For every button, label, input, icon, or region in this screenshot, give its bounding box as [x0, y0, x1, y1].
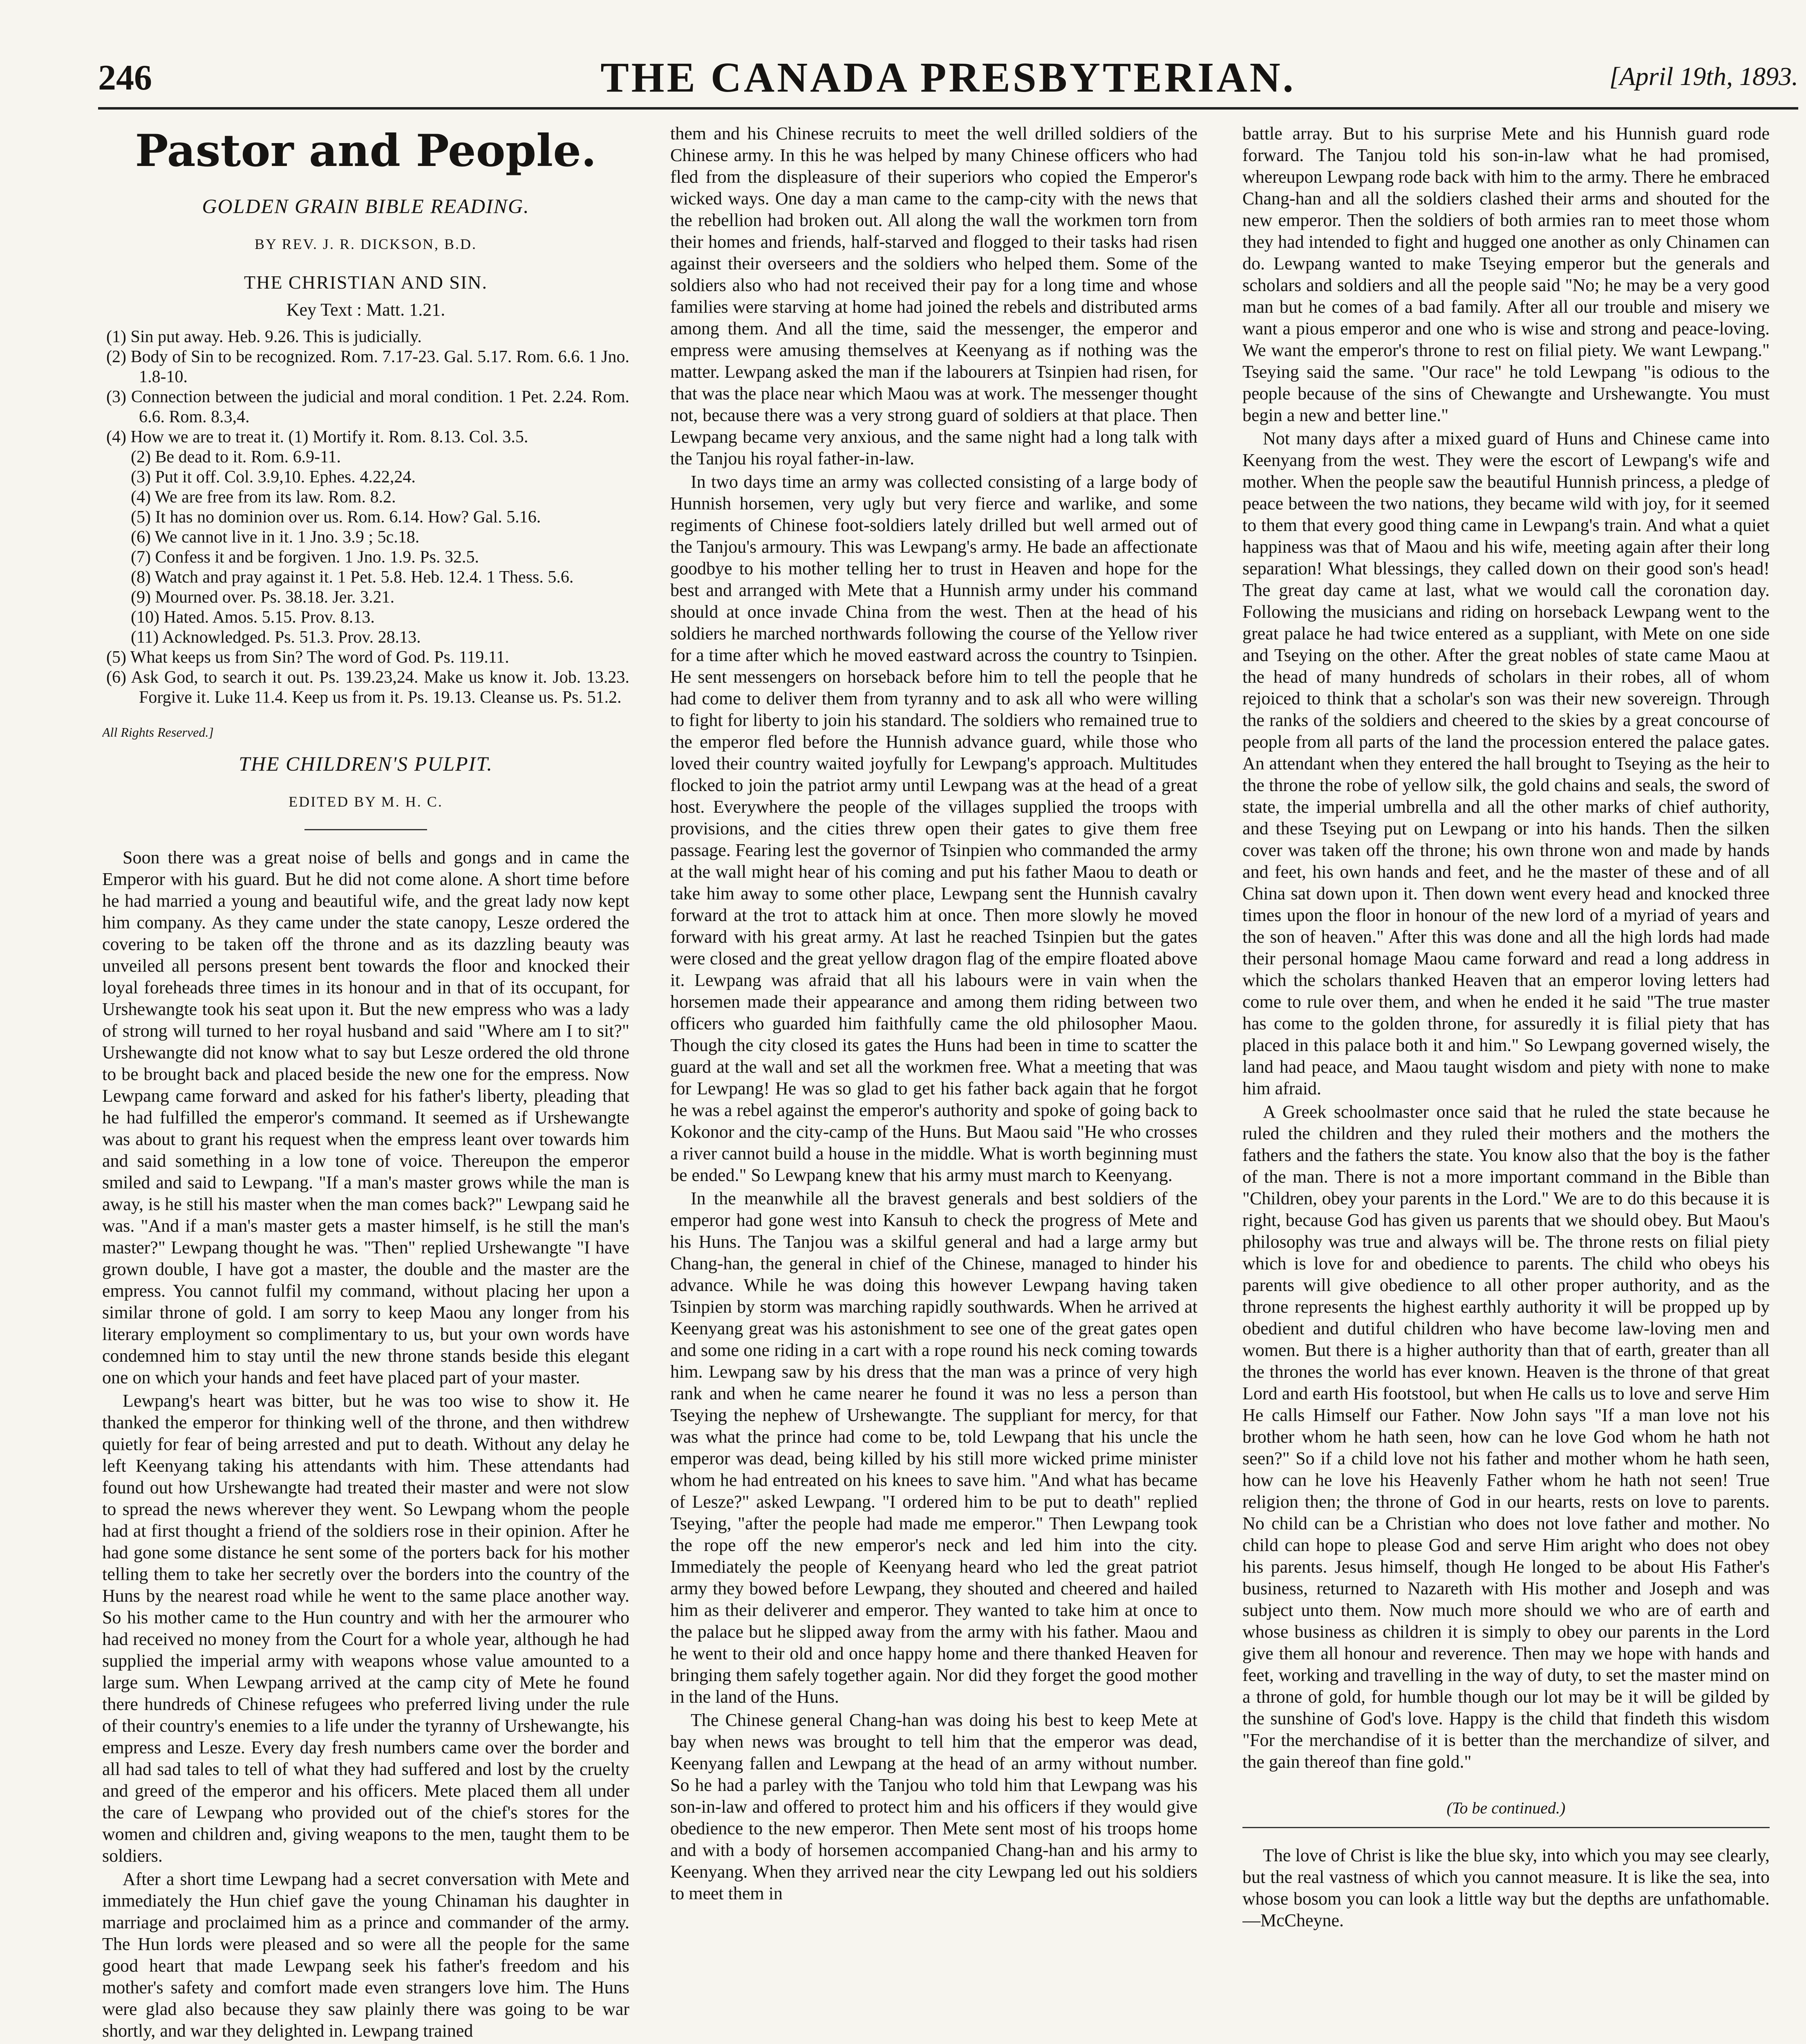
paragraph: Not many days after a mixed guard of Huns and Chinese came into Keenyang from the west. They were the escort of Lewpang's wife and mother. When the people saw the beautiful Hunnish princess, a pledge of peace between the two nations, they became wild with joy, for it seemed to them that every good thing came in Lewpang's train. And what a quiet happiness was that of Maou and his wife, meeting again after their long separation! What blessings, they called down on their good son's head! The great day came at last, what we would call the coronation day. Following the musicians and riding on horseback Lewpang went to the great palace he had twice entered as a suppliant, with Mete on one side and Tseying on the other. After the great nobles of state came Maou at the head of many hundreds of scholars in their robes, all of whom rejoiced to think that a scholar's son was their new sovereign. Through the ranks of the soldiers and cheered to the skies by a great concourse of people from all parts of the land the procession entered the palace gates. An attendant when they entered the hall brought to Tseying as the heir to the throne the robe of yellow silk, the gold chains and seals, the sword of state, the imperial umbrella and all the other marks of chief authority, and these Tseying put on Lewpang or into his hands. Then the silken cover was taken off the throne; his own throne won and made by hands and feet, his own hands and feet, and he the master of these and of all China sat down upon it. Then down went every head and knocked three times upon the floor in honour of the new lord of a myriad of years and the son of heaven." After this was done and all the high lords had made their personal homage Maou came forward and read a long address in which the scholars thanked Heaven that an emperor loving letters had come to rule over them, and when he ended it he said "The true master has come to the golden throne, for assuredly it is filial piety that has placed in this palace both it and him." So Lewpang governed wisely, the land had peace, and Maou taught wisdom and piety with none to make him afraid.	[1242, 428, 1770, 1098]
outline-item: (5) It has no dominion over us. Rom. 6.14. How? Gal. 5.16.	[131, 508, 541, 527]
column-2	[670, 123, 1197, 2044]
outline-item: (1) Sin put away. Heb. 9.26. This is judicially.	[106, 327, 422, 346]
paragraph: After a short time Lewpang had a secret conversation with Mete and immediately the Hun chief gave the young Chinaman his daughter in marriage and proclaimed him as a prince and commander of the army. The Hun lords were pleased and so were all the people for the same good heart that made Lewpang seek his father's freedom and his mother's safety and comfort made even strangers love him. The Huns were glad also because they saw plainly there was going to be war shortly, and war they delighted in. Lewpang trained	[102, 1869, 629, 2041]
outline-item: (4) We are free from its law. Rom. 8.2.	[131, 488, 396, 507]
pulpit-title: THE CHILDREN'S PULPIT.	[239, 752, 493, 775]
issue-date: [April 19th, 1893.	[1609, 62, 1798, 91]
topic-heading: THE CHRISTIAN AND SIN.	[244, 272, 488, 293]
outline-item: (11) Acknowledged. Ps. 51.3. Prov. 28.13.	[131, 628, 421, 647]
paragraph: Soon there was a great noise of bells and gongs and in came the Emperor with his guard. But he did not come alone. A short time before he had married a young and beautiful wife, and the great lady now kept him company. As they came under the state canopy, Lesze ordered the covering to be taken off the throne and as its dazzling beauty was unveiled all persons present bent towards the floor and knocked their loyal foreheads three times in its honour and in that of its occupant, for Urshewangte took his seat upon it. But the new empress who was a lady of strong will turned to her royal husband and said "Where am I to sit?" Urshewangte did not know what to say but Lesze ordered the old throne to be brought back and placed beside the new one for the empress. Now Lewpang came forward and asked for his father's liberty, pleading that he had fulfilled the emperor's command. It seemed as if Urshewangte was about to grant his request when the empress leant over towards him and said something in a low tone of voice. Thereupon the emperor smiled and said to Lewpang. "If a man's master grows while the man is away, is he still his master when the man comes back?" Lewpang said he was. "And if a man's master gets a master himself, is he still the man's master?" Lewpang thought he was. "Then" replied Urshewangte "I have grown double, I have got a master, the double and the master are the empress. You cannot fulfil my command, without placing her upon a similar throne of gold. I am sorry to keep Maou any longer from his literary employment so complimentary to us, but your own words have condemned him to stay until the new throne stands beside this elegant one on which your hands and feet have placed part of your master.	[102, 847, 629, 1387]
outline-item: (2) Body of Sin to be recognized. Rom. 7.17-23. Gal. 5.17. Rom. 6.6. 1 Jno. 1.8-10.	[106, 347, 629, 386]
paragraph: A Greek schoolmaster once said that he ruled the state because he ruled the children and they ruled their mothers and the mothers the fathers and the fathers the state. You know also that the boy is the father of the man. There is not a more important command in the Bible than "Children, obey your parents in the Lord." We are to do this because it is right, because God has given us parents that we should obey. But Maou's philosophy was true and always will be. The throne rests on filial piety which is love for and obedience to parents. The child who obeys his parents will give obedience to all other proper authority, and as the throne represents the highest earthly authority it will be propped up by obedient and dutiful children who have become law-loving men and women. But there is a higher authority than that of earth, greater than all the thrones the world has ever known. Heaven is the throne of that great Lord and earth His footstool, but when He calls us to love and serve Him He calls Himself our Father. Now John says "If a man love not his brother whom he hath seen, how can he love God whom he hath not seen?" So if a child love not his father and mother whom he hath seen, how can he love his Heavenly Father whom he hath not seen! True religion then; the throne of God in our hearts, rests on love to parents. No child can be a Christian who does not love father and mother. No child can hope to please God and serve Him aright who does not obey his parents. Jesus himself, though He longed to be about His Father's business, returned to Nazareth with His mother and Joseph and was subject unto them. Now much more should we who are of earth and whose business as children it is simply to obey our parents in the Lord give them all honour and reverence. Then may we hope with hands and feet, working and travelling in the way of duty, to set the master mind on a throne of gold, for humble though our lot may be it will be gilded by the sunshine of God's love. Happy is the child that findeth this wisdom "For the merchandise of it is better than the merchandize of silver, and the gain thereof than fine gold."	[1242, 1102, 1770, 1772]
outline-item: (9) Mourned over. Ps. 38.18. Jer. 3.21.	[131, 588, 395, 607]
bible-reading-title: GOLDEN GRAIN BIBLE READING.	[202, 195, 530, 217]
outline-item: (3) Put it off. Col. 3.9,10. Ephes. 4.22,24.	[131, 468, 416, 486]
outline-item: (3) Connection between the judicial and moral condition. 1 Pet. 2.24. Rom. 6.6. Rom. 8.3,4.	[106, 388, 629, 426]
bible-reading-byline: BY REV. J. R. DICKSON, B.D.	[254, 236, 477, 252]
closing-quote: The love of Christ is like the blue sky, into which you may see clearly, but the real vastness of which you cannot measure. It is like the sea, into whose bosom you can look a little way but the depths are unfathomable.—McCheyne.	[1242, 1845, 1770, 1930]
paragraph: The Chinese general Chang-han was doing his best to keep Mete at bay when news was brought to tell him that the emperor was dead, Keenyang fallen and Lewpang at the head of an army without number. So he had a parley with the Tanjou who told him that Lewpang was his son-in-law and offered to protect him and his officers if they would give obedience to the new emperor. Then Mete sent most of his troops home and with a body of horsemen accompanied Chang-han and his army to Keenyang. When they arrived near the city Lewpang led out his soldiers to meet them in	[670, 1710, 1197, 1903]
outline-item: (8) Watch and pray against it. 1 Pet. 5.8. Heb. 12.4. 1 Thess. 5.6.	[131, 568, 574, 587]
paragraph: Lewpang's heart was bitter, but he was too wise to show it. He thanked the emperor for thinking well of the throne, and then withdrew quietly for fear of being arrested and put to death. Without any delay he left Keenyang taking his attendants with him. These attendants had found out how Urshewangte had treated their master and were not slow to spread the news wherever they went. So Lewpang whom the people had at first thought a friend of the soldiers rose in their opinion. After he had gone some distance he sent some of the porters back for his mother telling them to take her secretly over the borders into the country of the Huns by the nearest road while he went to the same place another way. So his mother came to the Hun country and with her the armourer who had received no money from the Court for a whole year, although he had supplied the imperial army with weapons whose value amounted to a large sum. When Lewpang arrived at the camp city of Mete he found there hundreds of Chinese refugees who preferred living under the rule of their country's enemies to a life under the tyranny of Urshewangte, his empress and Lesze. Every day fresh numbers came over the border and all had sad tales to tell of what they had suffered and lost by the cruelty and greed of the emperor and his officers. Mete placed them all under the care of Lewpang who provided out of the chief's stores for the women and children and, giving weapons to the men, taught them to be soldiers.	[102, 1391, 629, 1866]
divider	[1242, 1827, 1770, 1828]
outline-item: (5) What keeps us from Sin? The word of God. Ps. 119.11.	[106, 648, 509, 667]
outline-item: (10) Hated. Amos. 5.15. Prov. 8.13.	[131, 608, 375, 627]
divider	[304, 829, 427, 830]
outline-item: (2) Be dead to it. Rom. 6.9-11.	[131, 448, 341, 466]
paragraph: battle array. But to his surprise Mete and his Hunnish guard rode forward. The Tanjou told his son-in-law what he had promised, whereupon Lewpang rode back with him to the army. There he embraced Chang-han and all the soldiers clashed their arms and shouted for the new emperor. Then the soldiers of both armies ran to meet those whom they had intended to fight and hugged one another as only Chinamen can do. Lewpang wanted to make Tseying emperor but the generals and scholars and soldiers and all the people said "No; he may be a very good man but he comes of a bad family. After all our trouble and misery we want a pious emperor and one who is wise and strong and peace-loving. We want the emperor's throne to rest on filial piety. We want Lewpang." Tseying said the same. "Our race" he told Lewpang "is odious to the people because of the sins of Chewangte and Urshewangte. You must begin a new and better line."	[1242, 123, 1770, 425]
key-text: Key Text : Matt. 1.21.	[286, 300, 445, 320]
outline-list	[106, 327, 629, 708]
outline-item: (6) We cannot live in it. 1 Jno. 3.9 ; 5c.18.	[131, 528, 420, 547]
pulpit-editor: EDITED BY M. H. C.	[289, 793, 443, 810]
column-1	[102, 123, 629, 2044]
column-3	[1242, 123, 1770, 2044]
rights-notice: All Rights Reserved.]	[102, 725, 214, 740]
outline-item: (4) How we are to treat it. (1) Mortify it. Rom. 8.13. Col. 3.5.	[106, 428, 528, 446]
paragraph: In two days time an army was collected consisting of a large body of Hunnish horsemen, very ugly but very fierce and warlike, and some regiments of Chinese foot-soldiers lately drilled but well armed out of the Tanjou's armoury. This was Lewpang's army. He bade an affectionate goodbye to his mother telling her to trust in Heaven and hope for the best and arranged with Mete that a Hunnish army under his command should at once invade China from the west. Then at the head of his soldiers he marched northwards following the course of the Yellow river for a time after which he moved eastward across the country to Tsinpien. He sent messengers on horseback before him to tell the people that he had come to deliver them from tyranny and to ask all who were willing to fight for liberty to join his standard. The soldiers who remained true to the emperor fled before the Hunnish advance guard, while those who loved their country waited joyfully for Lewpang's approach. Multitudes flocked to join the patriot army until Lewpang was at the head of a great host. Everywhere the people of the villages supplied the troops with provisions, and the cities threw open their gates to give them free passage. Fearing lest the governor of Tsinpien who commanded the army at the wall might hear of his coming and put his father Maou to death or take him away to some other place, Lewpang sent the Hunnish cavalry forward at the trot to attack him at once. Then more slowly he moved forward with his great army. At last he reached Tsinpien but the gates were closed and the great yellow dragon flag of the empire floated above it. Lewpang was afraid that all his labours were in vain when the horsemen made their appearance and among them riding between two officers who guarded him faithfully came the old philosopher Maou. Though the city closed its gates the Huns had been in time to scatter the guard at the wall and set all the workmen free. What a meeting that was for Lewpang! He was so glad to get his father back again that he forgot he was a rebel against the emperor's authority and spoke of going back to Kokonor and the city-camp of the Huns. But Maou said "He who crosses a river cannot build a house in the middle. What is worth beginning must be ended." So Lewpang knew that his army must march to Keenyang.	[670, 472, 1197, 1185]
header-rule	[98, 107, 1798, 110]
page-header	[98, 49, 1798, 110]
continued-note: (To be continued.)	[1446, 1799, 1566, 1817]
publication-title: THE CANADA PRESBYTERIAN.	[600, 54, 1296, 101]
paragraph: them and his Chinese recruits to meet the well drilled soldiers of the Chinese army. In this he was helped by many Chinese officers who had fled from the displeasure of their superiors who copied the Emperor's wicked ways. One day a man came to the camp-city with the news that the rebellion had broken out. All along the wall the workmen torn from their homes and friends, half-starved and flogged to their tasks had risen against their overseers and the soldiers who helped them. Some of the soldiers also who had not received their pay for a long time and whose families were starving at home had joined the rebels and distributed arms among them. And all the time, said the messenger, the emperor and empress were amusing themselves at Keenyang as if nothing was the matter. Lewpang asked the man if the labourers at Tsinpien had risen, for that was the place near which Maou was at work. The messenger thought not, because there was a very strong guard of soldiers at that place. Then Lewpang became very anxious, and the same night had a long talk with the Tanjou his royal father-in-law.	[670, 123, 1197, 468]
section-title: Pastor and People.	[135, 125, 597, 177]
paragraph: In the meanwhile all the bravest generals and best soldiers of the emperor had gone west into Kansuh to check the progress of Mete and his Huns. The Tanjou was a skilful general and had a large army but Chang-han, the general in chief of the Chinese, managed to hinder his advance. While he was doing this however Lewpang having taken Tsinpien by storm was marching rapidly southwards. When he arrived at Keenyang great was his astonishment to see one of the great gates open and some one riding in a cart with a rope round his neck coming towards him. Lewpang saw by his dress that the man was a prince of very high rank and when he came nearer he found it was no less a person than Tseying the nephew of Urshewangte. The suppliant for mercy, for that was what the prince had come to be, told Lewpang that his uncle the emperor was dead, being killed by his still more wicked prime minister whom he had entreated on his knees to save him. "And what has became of Lesze?" asked Lewpang. "I ordered him to be put to death" replied Tseying, "after the people had made me emperor." Then Lewpang took the rope off the new emperor's neck and led him into the city. Immediately the people of Keenyang heard who led the great patriot army they bowed before Lewpang, they shouted and cheered and hailed him as their deliverer and emperor. They wanted to take him at once to the palace but he slipped away from the army with his father. Maou and he went to their old and once happy home and there thanked Heaven for bringing them safely together again. Nor did they forget the good mother in the land of the Huns.	[670, 1188, 1197, 1707]
outline-item: (6) Ask God, to search it out. Ps. 139.23,24. Make us know it. Job. 13.23. Forgive it. Luke 11.4. Keep us from it. Ps. 19.13. Cleanse us. Ps. 51.2.	[106, 668, 629, 707]
page-number: 246	[98, 58, 152, 98]
outline-item: (7) Confess it and be forgiven. 1 Jno. 1.9. Ps. 32.5.	[131, 548, 479, 567]
